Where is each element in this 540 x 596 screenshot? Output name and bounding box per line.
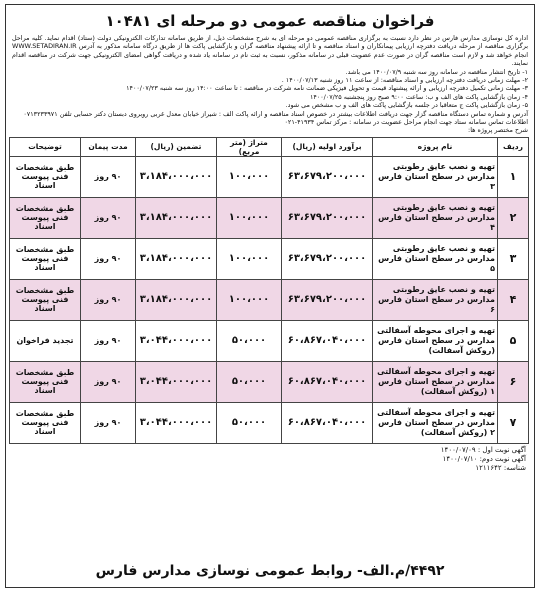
cell-notes: تجدید فراخوان	[10, 320, 81, 361]
table-row	[10, 238, 529, 279]
header-project: نام پروژه	[373, 137, 498, 156]
cell-project: تهیه و اجرای محوطه آسفالتی مدارس در سطح استان فارس ۲ (روکش آسفالت)	[373, 402, 498, 443]
cell-guarantee: ۳،۰۴۴،۰۰۰،۰۰۰	[136, 361, 217, 402]
schedule-list	[6, 68, 534, 110]
table-header-row	[10, 137, 529, 156]
cell-duration: ۹۰ روز	[81, 361, 136, 402]
cell-area: ۵۰،۰۰۰	[217, 402, 282, 443]
table-row	[10, 156, 529, 197]
cell-notes: طبق مشخصات فنی پیوست اسناد	[10, 238, 81, 279]
cell-duration: ۹۰ روز	[81, 320, 136, 361]
cell-estimate: ۶۰،۸۶۷،۰۴۰،۰۰۰	[282, 361, 373, 402]
table-row	[10, 361, 529, 402]
schedule-item: ۲- مهلت زمانی دریافت دفترچه ارزیابی و اسناد مناقصه: از ساعت ۱۱ روز شنبه ۱۴۰۰/۰۷/۱۳ .	[281, 76, 528, 85]
header-duration: مدت پیمان	[81, 137, 136, 156]
table-row	[10, 279, 529, 320]
cell-estimate: ۶۳،۶۷۹،۲۰۰،۰۰۰	[282, 238, 373, 279]
cell-guarantee: ۳،۰۴۴،۰۰۰،۰۰۰	[136, 402, 217, 443]
cell-project: تهیه و نصب عایق رطوبتی مدارس در سطح استان فارس ۳	[373, 156, 498, 197]
notice-id: شناسه: ۱۲۱۱۶۴۲	[475, 463, 526, 472]
cell-notes: طبق مشخصات فنی پیوست اسناد	[10, 156, 81, 197]
cell-radif: ۷	[498, 402, 529, 443]
table-row	[10, 197, 529, 238]
cell-project: تهیه و اجرای محوطه آسفالتی مدارس در سطح استان فارس ۱ (روکش آسفالت)	[373, 361, 498, 402]
publisher-signature: ۴۴۹۲/م.الف- روابط عمومی نوسازی مدارس فارس	[95, 563, 445, 579]
cell-estimate: ۶۳،۶۷۹،۲۰۰،۰۰۰	[282, 197, 373, 238]
cell-radif: ۶	[498, 361, 529, 402]
cell-duration: ۹۰ روز	[81, 197, 136, 238]
cell-duration: ۹۰ روز	[81, 402, 136, 443]
header-guarantee: تضمین (ریال)	[136, 137, 217, 156]
cell-guarantee: ۳،۱۸۴،۰۰۰،۰۰۰	[136, 238, 217, 279]
projects-table	[9, 137, 529, 444]
schedule-item: ۳- مهلت زمانی تکمیل دفترچه ارزیابی و ارائه پیشنهاد قیمت و تحویل فیزیکی ضمانت نامه شرکت در مناقصه : تا ساعت ۱۴:۰۰ روز سه شنبه ۱۴۰۰/۰۷/۲۳	[126, 84, 528, 93]
cell-estimate: ۶۳،۶۷۹،۲۰۰،۰۰۰	[282, 279, 373, 320]
cell-notes: طبق مشخصات فنی پیوست اسناد	[10, 279, 81, 320]
cell-duration: ۹۰ روز	[81, 238, 136, 279]
ad-info	[6, 444, 534, 473]
cell-project: تهیه و نصب عایق رطوبتی مدارس در سطح استان فارس ۴	[373, 197, 498, 238]
cell-area: ۱۰۰،۰۰۰	[217, 279, 282, 320]
cell-duration: ۹۰ روز	[81, 156, 136, 197]
summary-label: شرح مختصر پروژه ها:	[468, 126, 528, 135]
schedule-item: ۱- تاریخ انتشار مناقصه در سامانه روز سه شنبه ۱۴۰۰/۰۷/۹ می باشد.	[345, 67, 528, 76]
table-row	[10, 402, 529, 443]
cell-area: ۵۰،۰۰۰	[217, 320, 282, 361]
cell-area: ۱۰۰،۰۰۰	[217, 197, 282, 238]
tender-notice	[5, 4, 535, 588]
cell-radif: ۴	[498, 279, 529, 320]
header-estimate: برآورد اولیه (ریال)	[282, 137, 373, 156]
header-notes: توضیحات	[10, 137, 81, 156]
cell-notes: طبق مشخصات فنی پیوست اسناد	[10, 402, 81, 443]
cell-area: ۱۰۰،۰۰۰	[217, 156, 282, 197]
second-ad-date: آگهی نوبت دوم: ۱۴۰۰/۰۷/۱۰	[442, 454, 526, 463]
first-ad-date: آگهی نوبت اول : ۱۴۰۰/۰۷/۰۹	[440, 445, 526, 454]
cell-estimate: ۶۰،۸۶۷،۰۴۰،۰۰۰	[282, 320, 373, 361]
schedule-item: ۵- زمان بازگشایی پاکت ج متعاقبا در جلسه بازگشایی پاکت های الف و ب مشخص می شود.	[285, 101, 528, 110]
intro-paragraph: اداره کل نوسازی مدارس فارس در نظر دارد نسبت به برگزاری مناقصه عمومی دو مرحله ای به شرح مشخصات ذیل، از طریق سامانه تدارکات الکترونیکی دولت (ستاد) اقدام نماید. کلیه مراحل برگزاری مناقصه از مرحله دریافت دفترچه ارزیابی پیمانکاران و اسناد مناقصه و تا ارائه پیشنهاد مناقصه گران و بازگشایی پاکت ها از طریق درگاه سامانه مذکور به آدرس WWW.SETADIRAN.IR انجام خواهد شد و لازم است مناقصه گران در صورت عدم عضویت قبلی در سامانه مذکور، نسبت به ثبت نام در سامانه یاد شده و دریافت گواهی امضای الکترونیکی جهت شرکت در مناقصه اقدام نمایند.	[12, 34, 528, 68]
header-area: متراژ (متر مربع)	[217, 137, 282, 156]
cell-radif: ۵	[498, 320, 529, 361]
cell-guarantee: ۳،۱۸۴،۰۰۰،۰۰۰	[136, 156, 217, 197]
cell-project: تهیه و نصب عایق رطوبتی مدارس در سطح استان فارس ۵	[373, 238, 498, 279]
cell-guarantee: ۳،۱۸۴،۰۰۰،۰۰۰	[136, 197, 217, 238]
cell-radif: ۳	[498, 238, 529, 279]
header-radif: ردیف	[498, 137, 529, 156]
cell-radif: ۱	[498, 156, 529, 197]
cell-project: تهیه و نصب عایق رطوبتی مدارس در سطح استان فارس ۶	[373, 279, 498, 320]
contact-info: آدرس و شماره تماس دستگاه مناقصه گزار جهت دریافت اطلاعات بیشتر در خصوص اسناد مناقصه و ارائه پاکت الف : شیراز خیابان معدل غربی روبروی دبستان دکتر حسابی تلفن ۰۷۱۳۲۳۳۹۷۱ اطلاعات تماس سامانه ستاد جهت انجام مراحل عضویت در سامانه : مرکز تماس ۴۱۹۳۴-۰۲۱	[23, 109, 528, 127]
cell-radif: ۲	[498, 197, 529, 238]
cell-area: ۱۰۰،۰۰۰	[217, 238, 282, 279]
cell-estimate: ۶۳،۶۷۹،۲۰۰،۰۰۰	[282, 156, 373, 197]
cell-notes: طبق مشخصات فنی پیوست اسناد	[10, 361, 81, 402]
cell-notes: طبق مشخصات فنی پیوست اسناد	[10, 197, 81, 238]
table-row	[10, 320, 529, 361]
cell-estimate: ۶۰،۸۶۷،۰۴۰،۰۰۰	[282, 402, 373, 443]
cell-area: ۵۰،۰۰۰	[217, 361, 282, 402]
notice-title: فراخوان مناقصه عمومی دو مرحله ای ۱۰۴۸۱	[105, 12, 435, 30]
cell-guarantee: ۳،۱۸۴،۰۰۰،۰۰۰	[136, 279, 217, 320]
cell-project: تهیه و اجرای محوطه آسفالتی مدارس در سطح استان فارس (روکش آسفالت)	[373, 320, 498, 361]
schedule-item: ۴- زمان بازگشایی پاکت های الف و ب: ساعت ۹:۰۰ صبح روز پنجشنبه ۱۴۰۰/۰۷/۲۵	[309, 92, 528, 101]
cell-duration: ۹۰ روز	[81, 279, 136, 320]
cell-guarantee: ۳،۰۴۴،۰۰۰،۰۰۰	[136, 320, 217, 361]
